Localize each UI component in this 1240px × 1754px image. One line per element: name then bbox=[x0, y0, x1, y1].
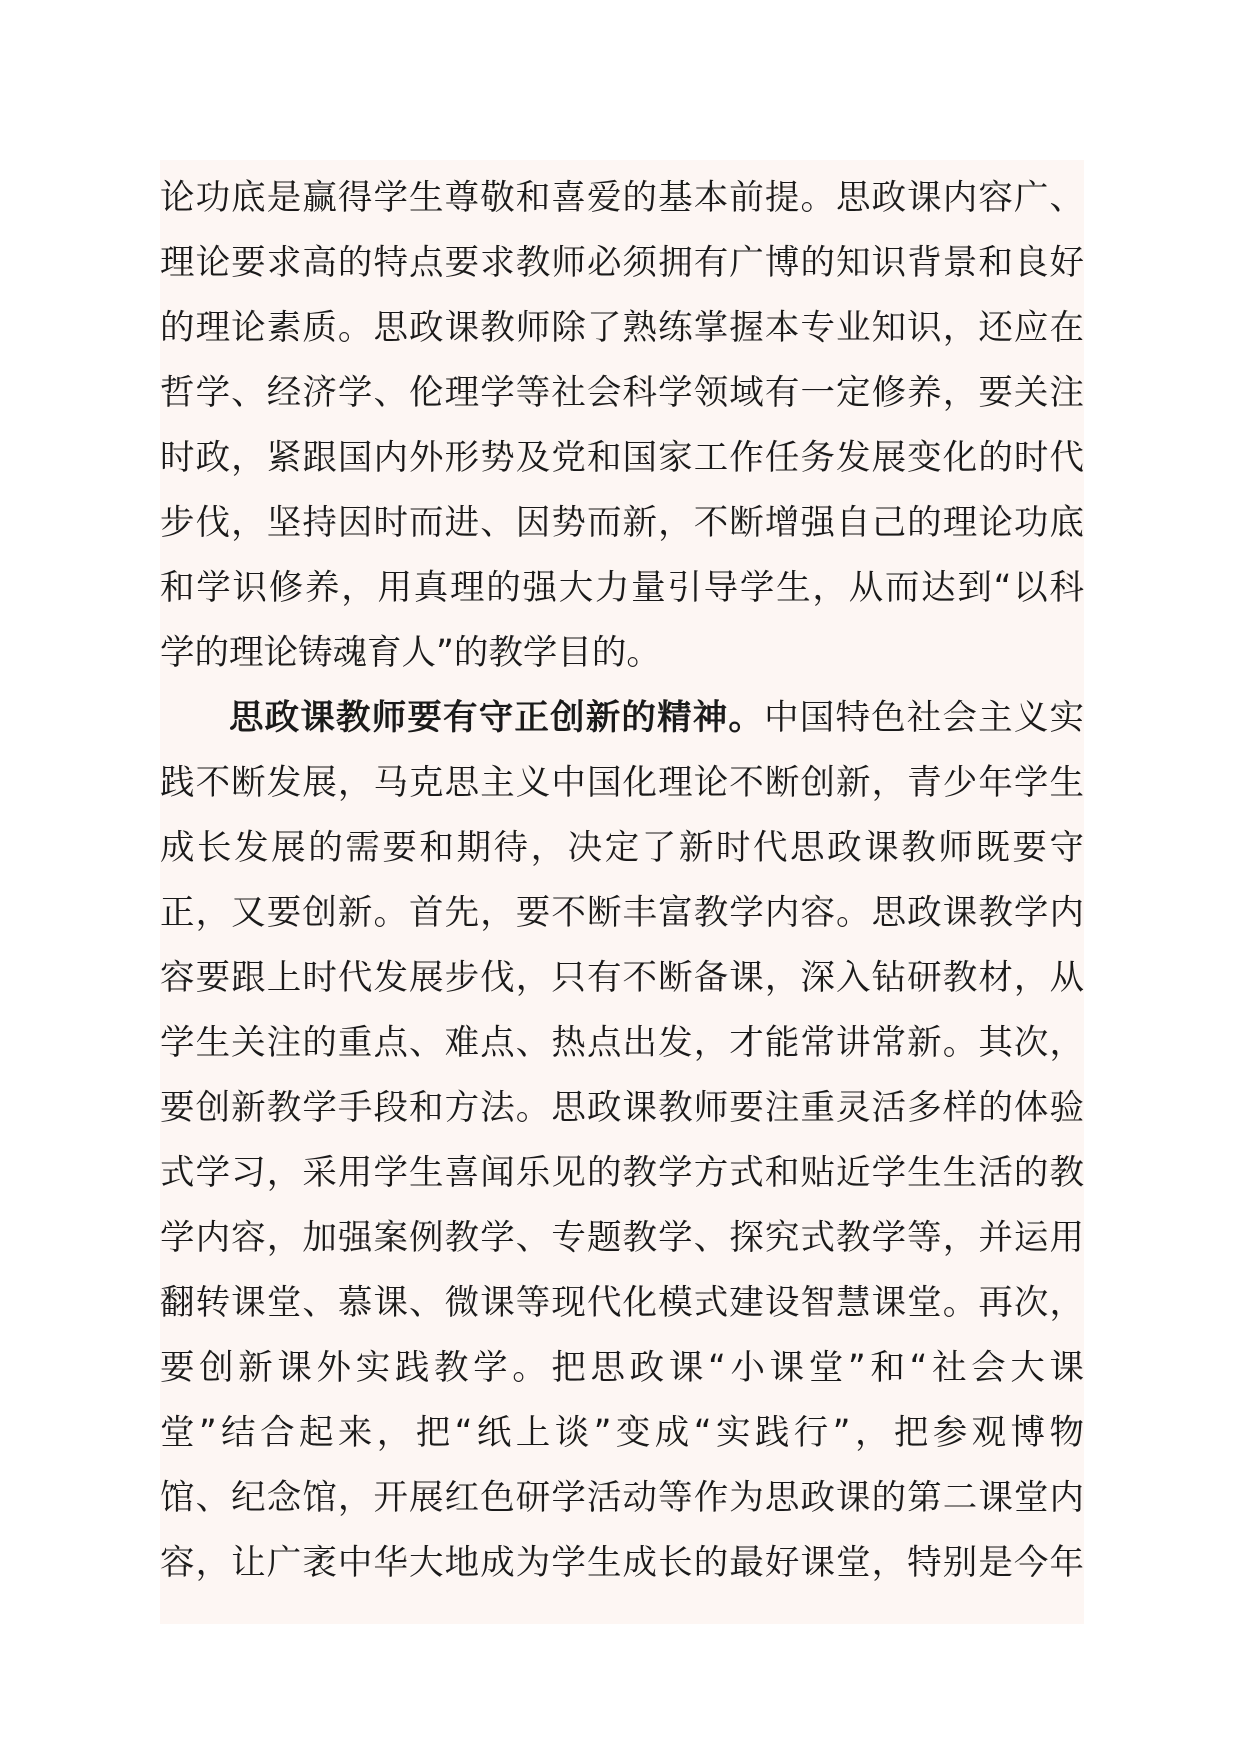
text-line: 学内容，加强案例教学、专题教学、探究式教学等，并运用 bbox=[160, 1218, 1084, 1258]
heading-continuation: 中国特色社会主义实 bbox=[764, 698, 1084, 738]
text-line: 堂”结合起来，把“纸上谈”变成“实践行”，把参观博物 bbox=[160, 1413, 1084, 1453]
text-line: 要创新课外实践教学。把思政课“小课堂”和“社会大课 bbox=[160, 1348, 1084, 1388]
text-line: 成长发展的需要和期待，决定了新时代思政课教师既要守 bbox=[160, 828, 1084, 868]
text-line: 和学识修养，用真理的强大力量引导学生，从而达到“以科 bbox=[160, 568, 1084, 608]
document-body bbox=[160, 166, 1084, 1596]
text-line: 翻转课堂、慕课、微课等现代化模式建设智慧课堂。再次， bbox=[160, 1283, 1084, 1323]
text-line: 时政，紧跟国内外形势及党和国家工作任务发展变化的时代 bbox=[160, 438, 1084, 478]
text-line: 论功底是赢得学生尊敬和喜爱的基本前提。思政课内容广、 bbox=[160, 178, 1084, 218]
text-line: 的理论素质。思政课教师除了熟练掌握本专业知识，还应在 bbox=[160, 308, 1084, 348]
text-line: 践不断发展，马克思主义中国化理论不断创新，青少年学生 bbox=[160, 763, 1084, 803]
text-line: 正，又要创新。首先，要不断丰富教学内容。思政课教学内 bbox=[160, 893, 1084, 933]
paragraph-heading: 思政课教师要有守正创新的精神。 bbox=[229, 698, 765, 738]
text-line: 步伐，坚持因时而进、因势而新，不断增强自己的理论功底 bbox=[160, 503, 1084, 543]
text-line: 容，让广袤中华大地成为学生成长的最好课堂，特别是今年 bbox=[160, 1543, 1084, 1583]
text-line: 学的理论铸魂育人”的教学目的。 bbox=[160, 633, 661, 673]
text-line: 式学习，采用学生喜闻乐见的教学方式和贴近学生生活的教 bbox=[160, 1153, 1084, 1193]
paragraph-heading-line bbox=[160, 686, 1084, 751]
text-line: 理论要求高的特点要求教师必须拥有广博的知识背景和良好 bbox=[160, 243, 1084, 283]
text-line: 学生关注的重点、难点、热点出发，才能常讲常新。其次， bbox=[160, 1023, 1084, 1063]
text-line: 馆、纪念馆，开展红色研学活动等作为思政课的第二课堂内 bbox=[160, 1478, 1084, 1518]
text-line: 容要跟上时代发展步伐，只有不断备课，深入钻研教材，从 bbox=[160, 958, 1084, 998]
text-line: 要创新教学手段和方法。思政课教师要注重灵活多样的体验 bbox=[160, 1088, 1084, 1128]
text-line: 哲学、经济学、伦理学等社会科学领域有一定修养，要关注 bbox=[160, 373, 1084, 413]
